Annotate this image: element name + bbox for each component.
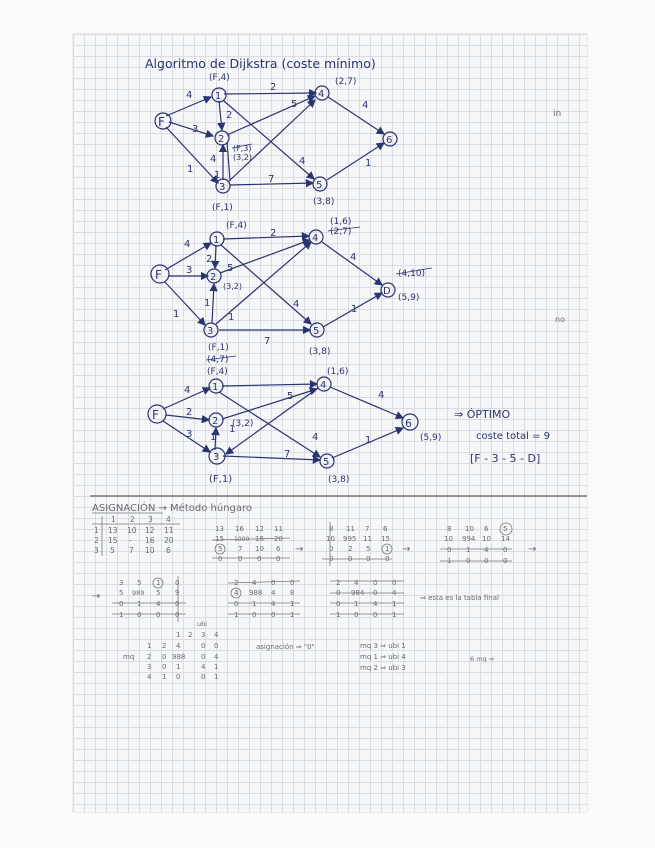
svg-text:3: 3 [94,546,99,555]
svg-text:4: 4 [271,600,276,608]
svg-text:1: 1 [466,546,471,554]
svg-text:3: 3 [147,663,152,671]
svg-text:12: 12 [145,526,155,535]
svg-text:ubi: ubi [197,620,208,628]
svg-text:3: 3 [119,579,124,587]
svg-text:1: 1 [290,611,295,619]
g2-node-1: 1 [213,235,220,246]
g2-label-4a: (1,6) [330,217,352,227]
svg-text:9: 9 [175,589,180,597]
svg-text:16: 16 [255,535,264,543]
g3-weight: 5 [287,391,294,402]
g3-node-1: 1 [212,382,219,393]
svg-text:10: 10 [326,535,335,543]
col-header: 3 [148,515,153,524]
svg-text:0: 0 [162,663,167,671]
g1-weight: 1 [214,170,221,181]
g2-weight: 5 [227,263,234,274]
svg-text:4: 4 [176,642,181,650]
svg-text:988: 988 [172,653,186,661]
svg-text:0: 0 [201,673,206,681]
svg-text:6: 6 [276,545,281,553]
svg-text:0: 0 [466,557,471,565]
svg-text:15: 15 [108,536,118,545]
svg-text:984: 984 [351,589,365,597]
svg-text:0: 0 [503,546,508,554]
result-optimo: ⇒ ÓPTIMO [454,408,511,421]
svg-text:4: 4 [392,589,397,597]
g3-weight: 4 [378,390,385,401]
svg-text:→: → [528,544,537,555]
svg-text:0: 0 [336,589,341,597]
svg-text:1: 1 [156,579,161,587]
g1-node-2: 2 [218,134,225,145]
matrix-step-3 [440,523,512,565]
g1-label-2a: (F,3) [233,144,252,153]
svg-text:0: 0 [329,555,334,563]
svg-text:4: 4 [252,579,257,587]
svg-text:0: 0 [392,579,397,587]
svg-text:10: 10 [465,525,474,533]
svg-text:2: 2 [162,642,167,650]
svg-text:15: 15 [381,535,390,543]
svg-text:0: 0 [201,642,206,650]
svg-text:0: 0 [175,600,180,608]
margin-mark: in [553,109,562,119]
g1-weight: 2 [270,82,277,93]
svg-text:5: 5 [119,589,124,597]
svg-text:16: 16 [235,525,244,533]
svg-text:0: 0 [447,546,452,554]
g3-label-6: (5,9) [420,433,442,443]
svg-text:2: 2 [94,536,99,545]
svg-text:1: 1 [234,611,239,619]
g1-node-5: 5 [316,180,323,191]
svg-text:8: 8 [290,589,295,597]
g2-label-D: (5,9) [398,293,420,303]
svg-text:0: 0 [201,653,206,661]
svg-text:1: 1 [176,631,181,639]
svg-text:0: 0 [176,673,181,681]
svg-text:2: 2 [336,579,341,587]
svg-text:1: 1 [290,600,295,608]
svg-text:2: 2 [147,653,152,661]
svg-text:2: 2 [188,631,193,639]
svg-text:1: 1 [392,600,397,608]
g2-weight: 4 [293,299,300,310]
svg-text:11: 11 [164,526,174,535]
svg-text:1: 1 [147,642,152,650]
svg-text:0: 0 [175,611,180,619]
svg-text:16: 16 [145,536,155,545]
svg-text:-: - [129,536,132,545]
svg-text:0: 0 [276,555,281,563]
g1-weight: 3 [192,124,199,135]
svg-text:1000: 1000 [234,536,250,543]
g2-node-4: 4 [312,233,319,244]
svg-text:mq: mq [123,653,135,661]
svg-text:0: 0 [252,611,257,619]
svg-text:1: 1 [214,663,219,671]
svg-text:5: 5 [110,546,115,555]
g1-weight: 1 [365,158,372,169]
g1-node-3: 3 [219,182,226,193]
svg-text:0: 0 [329,545,334,553]
svg-text:10: 10 [482,535,491,543]
svg-text:1: 1 [137,600,142,608]
svg-text:8: 8 [447,525,452,533]
margin-mark: no [555,315,565,324]
result-coste: coste total = 9 [476,431,551,442]
initial-matrix [92,515,180,556]
svg-text:0: 0 [162,653,167,661]
graph-3 [148,355,441,485]
g1-weight: 2 [226,110,233,121]
g2-weight: 7 [264,336,271,347]
svg-text:4: 4 [147,673,152,681]
svg-text:0: 0 [373,589,378,597]
svg-text:0: 0 [257,555,262,563]
svg-text:2: 2 [348,545,353,553]
svg-text:0: 0 [271,611,276,619]
svg-text:20: 20 [274,535,283,543]
g3-node-5: 5 [323,457,330,468]
g2-label-D-struck: (4,10) [398,269,426,279]
g2-weight: 3 [186,265,193,276]
svg-text:994: 994 [462,535,476,543]
g3-weight: 2 [186,407,193,418]
svg-text:13: 13 [215,525,224,533]
svg-text:0: 0 [366,555,371,563]
svg-text:0: 0 [484,557,489,565]
g2-node-D: D [383,286,391,297]
g2-weight: 2 [206,254,213,265]
g3-weight: 4 [312,432,319,443]
g1-node-6: 6 [386,135,393,146]
svg-text:0: 0 [373,611,378,619]
svg-text:7: 7 [365,525,370,533]
svg-text:11: 11 [274,525,283,533]
g1-label-1: (F,4) [209,73,230,83]
svg-text:0: 0 [373,579,378,587]
svg-text:1: 1 [94,526,99,535]
g2-weight: 2 [270,228,277,239]
assign-line: mq 1 ⇒ ubi 4 [360,653,406,661]
svg-text:20: 20 [164,536,174,545]
svg-text:6: 6 [484,525,489,533]
svg-text:4: 4 [271,589,276,597]
svg-text:4: 4 [214,653,219,661]
svg-text:8: 8 [329,525,334,533]
svg-text:0: 0 [156,611,161,619]
matrix-step-4 [112,576,186,622]
matrix-step-2 [322,522,392,566]
g2-label-3: (F,1) [208,343,229,353]
svg-text:989: 989 [132,589,145,597]
graph-2 [151,217,432,357]
svg-text:15: 15 [215,535,224,543]
g3-node-6: 6 [405,417,412,430]
assignment-heading: ASIGNACIÓN → Método húngaro [92,503,253,514]
g2-label-1: (F,4) [226,221,247,231]
svg-text:4: 4 [354,579,359,587]
g1-weight: 4 [362,100,369,111]
g3-weight: 4 [184,385,191,396]
g2-node-F: F [155,268,162,282]
svg-text:3: 3 [201,631,206,639]
svg-text:995: 995 [343,535,357,543]
g1-node-4: 4 [318,89,325,100]
g1-weight: 1 [187,164,194,175]
g3-weight: 1 [229,424,236,435]
g2-weight: 4 [350,252,357,263]
final-table [123,620,219,681]
g1-weight: 7 [268,174,275,185]
svg-text:4: 4 [156,600,161,608]
svg-text:10: 10 [444,535,453,543]
svg-text:4: 4 [484,546,489,554]
g1-label-2b: (3,2) [233,153,252,162]
graph-1 [155,73,397,213]
svg-text:13: 13 [108,526,118,535]
g2-label-5: (3,8) [309,347,331,357]
svg-text:→: → [402,544,411,555]
matrix-step-1 [212,525,290,563]
g3-weight: 1 [365,435,372,446]
g3-node-2: 2 [212,416,219,427]
g3-node-3: 3 [213,452,220,463]
svg-text:0: 0 [137,611,142,619]
g2-weight: 1 [351,304,358,315]
svg-text:1: 1 [354,600,359,608]
g3-label-3: (F,1) [209,474,233,485]
svg-text:10: 10 [127,526,137,535]
g2-weight: 4 [184,239,191,250]
g2-label-4b: (2,7) [330,227,352,237]
g2-weight: 1 [204,298,211,309]
svg-text:0: 0 [348,555,353,563]
svg-text:7: 7 [238,545,243,553]
g2-weight: 1 [173,309,180,320]
g1-weight: 4 [210,154,217,165]
g3-weight: 3 [186,429,193,440]
svg-text:14: 14 [501,535,510,543]
svg-text:1: 1 [176,663,181,671]
g1-label-5: (3,8) [313,197,335,207]
svg-text:→: → [92,591,101,602]
g3-weight: 7 [284,449,291,460]
svg-text:1: 1 [214,673,219,681]
svg-text:0: 0 [218,555,223,563]
svg-text:11: 11 [346,525,355,533]
assign-line: mq 2 ⇒ ubi 3 [360,664,406,672]
svg-text:0: 0 [336,600,341,608]
g1-label-3: (F,1) [212,203,233,213]
assignment-section [92,501,536,681]
svg-text:0: 0 [175,579,180,587]
svg-text:1: 1 [385,545,390,553]
svg-text:1: 1 [252,600,257,608]
matrix-step-6 [330,579,404,619]
svg-text:1: 1 [119,611,124,619]
page-title: Algoritmo de Dijkstra (coste mínimo) [145,56,376,71]
svg-text:1: 1 [447,557,452,565]
svg-text:4: 4 [373,600,378,608]
col-header: 1 [111,515,116,524]
svg-text:1: 1 [162,673,167,681]
g3-label-2: (3,2) [232,419,254,429]
svg-text:0: 0 [385,555,390,563]
svg-text:6: 6 [383,525,388,533]
g3-weight: 1 [210,432,217,443]
g3-label-4: (1,6) [327,367,349,377]
svg-text:10: 10 [145,546,155,555]
svg-text:11: 11 [363,535,372,543]
svg-text:4: 4 [214,631,219,639]
svg-text:5: 5 [137,579,142,587]
svg-text:12: 12 [255,525,264,533]
svg-text:1: 1 [392,611,397,619]
assign-line: mq 3 ⇒ ubi 1 [360,642,406,650]
svg-text:5: 5 [156,589,161,597]
g2-node-3: 3 [207,326,214,337]
g1-weight: 5 [291,99,298,110]
svg-text:0: 0 [214,642,219,650]
g3-label-5: (3,8) [328,475,350,485]
g3-node-4: 4 [320,380,327,391]
svg-text:1: 1 [336,611,341,619]
svg-text:5: 5 [503,525,508,533]
svg-text:0: 0 [119,600,124,608]
svg-text:5: 5 [218,545,223,553]
col-header: 4 [166,515,171,524]
g3-label-1: (F,4) [207,367,228,377]
g1-node-F: F [158,115,165,129]
g1-weight: 4 [186,90,193,101]
svg-text:6: 6 [166,546,171,555]
matrix-step-5 [228,579,300,619]
svg-text:0: 0 [271,579,276,587]
margin-note: 6 mq ⇒ [470,655,495,663]
svg-text:0: 0 [290,579,295,587]
svg-text:→: → [295,544,304,555]
svg-text:4: 4 [201,663,206,671]
svg-text:7: 7 [129,546,134,555]
final-table-note: ⇒ esta es la tabla final [420,594,499,602]
svg-text:988: 988 [249,589,263,597]
g2-weight: 1 [228,312,235,323]
svg-text:0: 0 [354,611,359,619]
g2-node-2: 2 [210,272,217,283]
svg-text:2: 2 [234,579,239,587]
result-path: [F - 3 - 5 - D] [470,452,541,465]
g1-label-4: (2,7) [335,77,357,87]
g3-label-1a: (4,7) [207,355,229,365]
col-header: 2 [130,515,135,524]
svg-text:0: 0 [503,557,508,565]
g2-node-5: 5 [313,326,320,337]
svg-text:5: 5 [366,545,371,553]
svg-text:0: 0 [238,555,243,563]
asignacion-note: asignación ⇒ "0" [256,643,315,651]
g2-label-2: (3,2) [223,282,242,291]
svg-text:10: 10 [255,545,264,553]
svg-text:4: 4 [234,589,239,597]
g1-node-1: 1 [215,91,222,102]
g1-weight: 4 [299,156,306,167]
g3-node-F: F [152,408,159,422]
svg-text:0: 0 [234,600,239,608]
